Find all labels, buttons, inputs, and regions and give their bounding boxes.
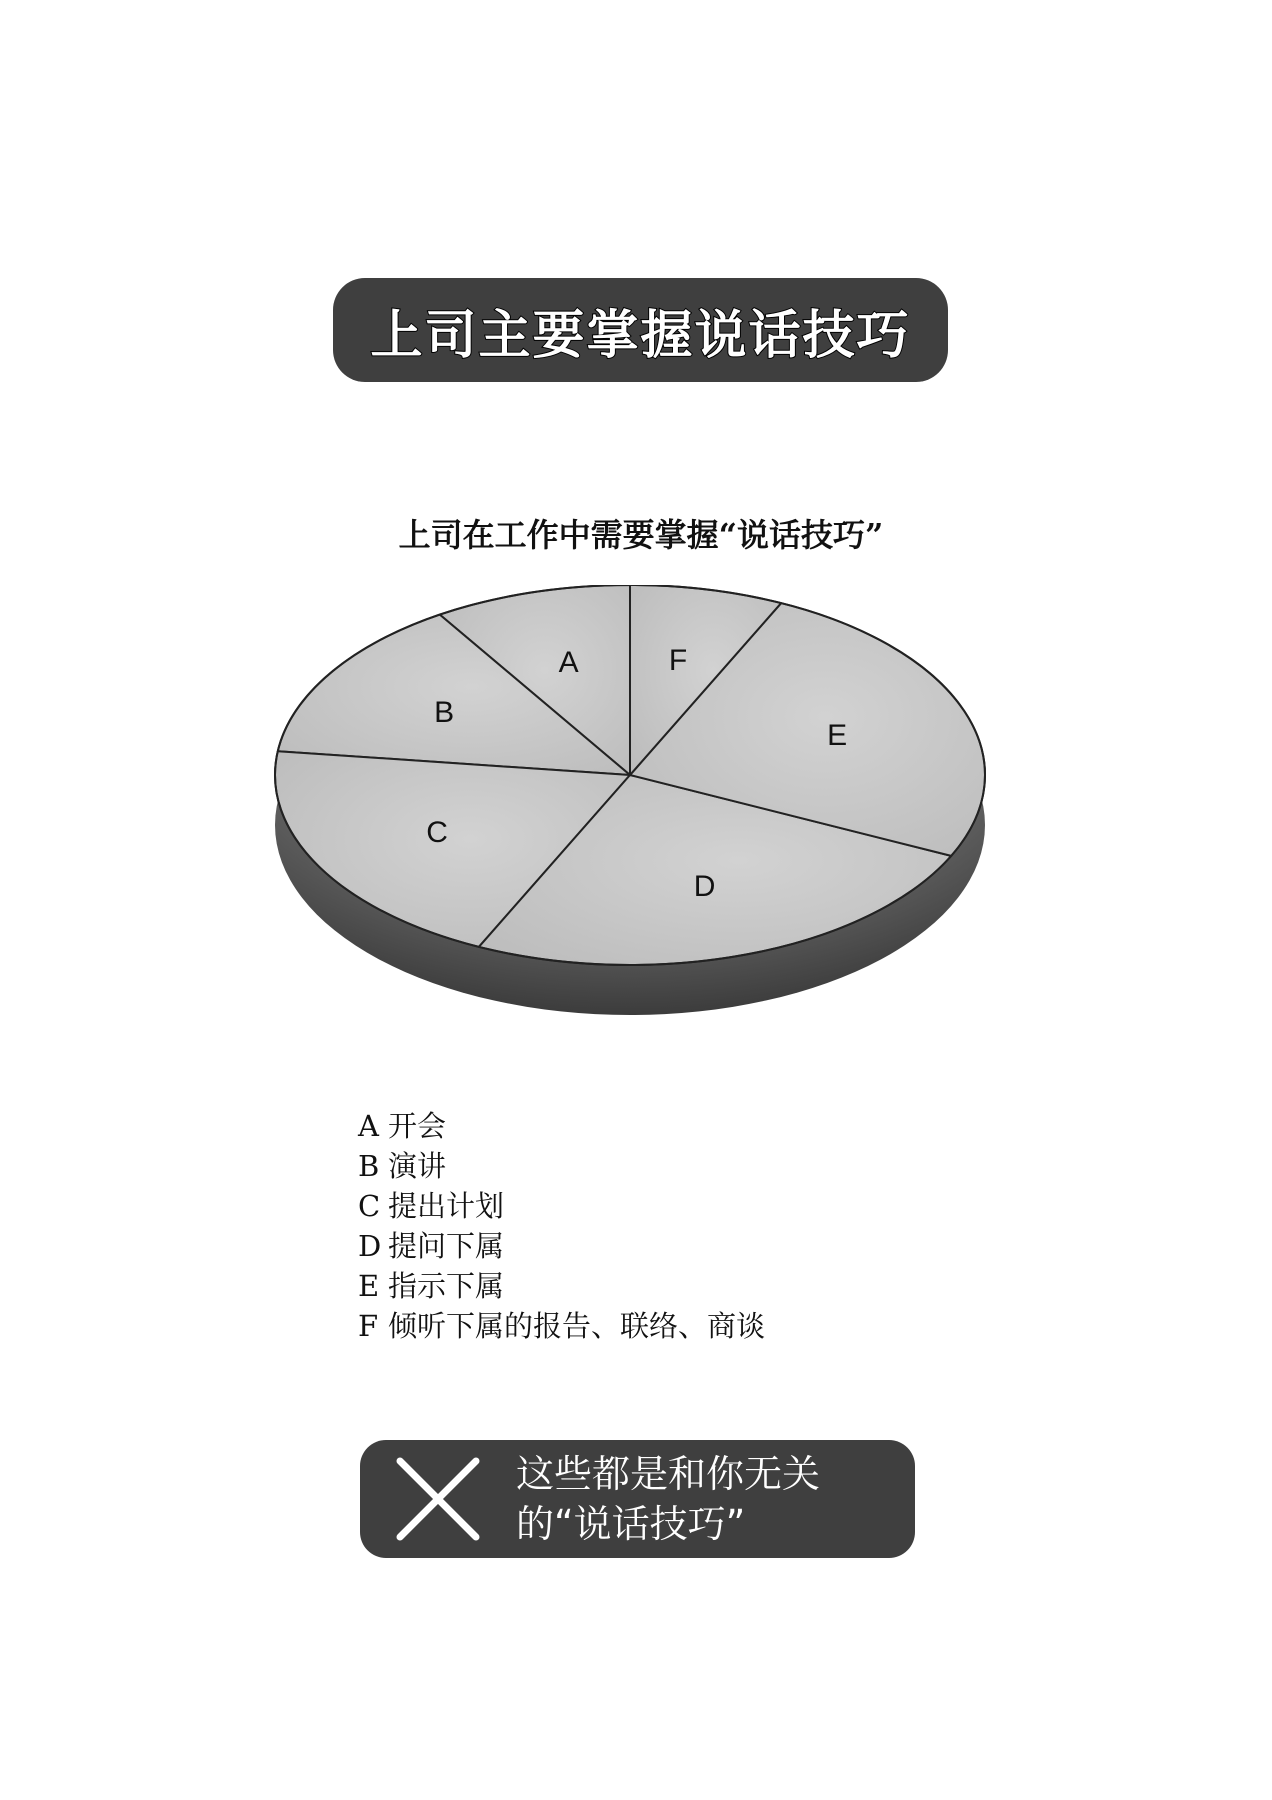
- legend-key: F: [358, 1309, 379, 1343]
- legend-item-d: [358, 1226, 765, 1266]
- x-icon: [394, 1455, 482, 1543]
- verdict-box: [360, 1440, 915, 1558]
- legend-key: A: [358, 1109, 379, 1143]
- legend-text: 指示下属: [388, 1269, 505, 1303]
- pie-chart: [260, 585, 1000, 1075]
- legend-key: D: [358, 1229, 382, 1263]
- legend-key: B: [358, 1149, 380, 1183]
- pie-label-c: C: [426, 815, 448, 849]
- legend-item-e: [358, 1266, 765, 1306]
- legend-key: E: [358, 1269, 380, 1303]
- legend-text: 提出计划: [388, 1189, 505, 1223]
- verdict-line-1: 这些都是和你无关: [516, 1452, 821, 1496]
- verdict-line-2: 的“说话技巧”: [516, 1502, 746, 1546]
- pie-label-d: D: [693, 869, 716, 903]
- legend-key: C: [358, 1189, 381, 1223]
- pie-label-e: E: [827, 719, 848, 753]
- legend-text: 开会: [388, 1109, 447, 1143]
- title-banner: [333, 278, 948, 382]
- verdict-text: [516, 1449, 820, 1549]
- pie-label-b: B: [434, 695, 455, 729]
- pie-label-f: F: [668, 644, 688, 678]
- legend-item-c: [358, 1186, 765, 1226]
- chart-title: 上司在工作中需要掌握“说话技巧”: [398, 516, 884, 554]
- legend-item-b: [358, 1146, 765, 1186]
- legend-text: 提问下属: [388, 1229, 505, 1263]
- legend-item-a: [358, 1106, 765, 1146]
- legend-text: 演讲: [388, 1149, 447, 1183]
- legend-item-f: [358, 1306, 765, 1346]
- banner-title: 上司主要掌握说话技巧: [370, 305, 911, 366]
- legend-text: 倾听下属的报告、联络、商谈: [388, 1309, 766, 1343]
- legend: [358, 1106, 765, 1346]
- pie-label-a: A: [558, 645, 579, 679]
